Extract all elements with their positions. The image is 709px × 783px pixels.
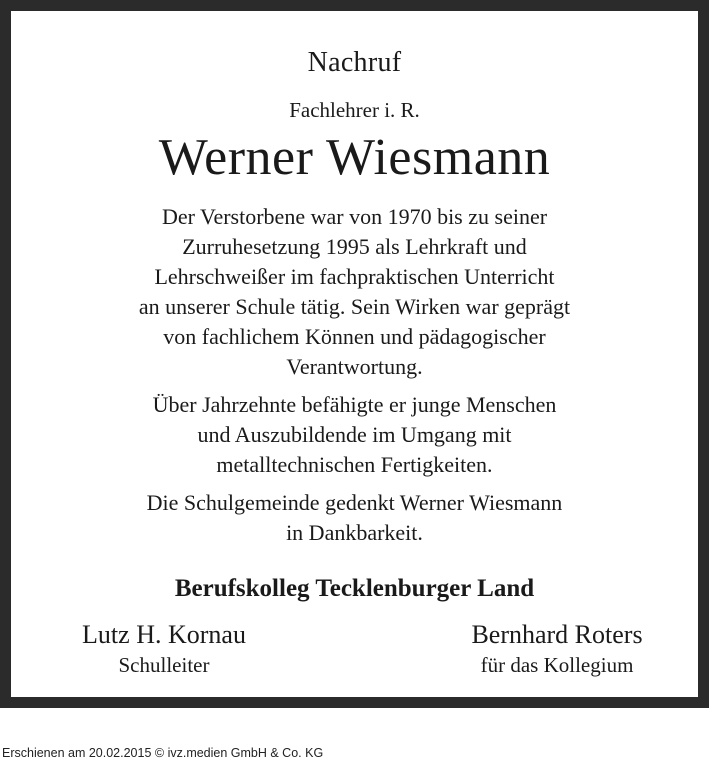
signatory-role: Schulleiter (118, 653, 210, 677)
text-line: von fachlichem Können und pädagogischer (163, 324, 546, 349)
organization-name: Berufskolleg Tecklenburger Land (174, 575, 535, 602)
deceased-title: Fachlehrer i. R. (289, 98, 420, 122)
text-line: an unserer Schule tätig. Sein Wirken war geprägt (138, 294, 571, 319)
text-line: Verantwortung. (286, 354, 423, 379)
text-line: Der Verstorbene war von 1970 bis zu seiner (161, 204, 548, 229)
notice-heading: Nachruf (307, 47, 402, 78)
text-line: Über Jahrzehnte befähigte er junge Menschen (152, 392, 557, 417)
paragraph-career (41, 202, 668, 382)
text-line: Die Schulgemeinde gedenkt Werner Wiesmann (146, 490, 563, 515)
paragraph-remembrance (41, 488, 668, 548)
text-line: und Auszubildende im Umgang mit (197, 422, 512, 447)
publication-footer: Erschienen am 20.02.2015 © ivz.medien GmbH & Co. KG (2, 746, 324, 760)
signatory-principal (59, 619, 269, 679)
text-line: Zurruhesetzung 1995 als Lehrkraft und (182, 234, 527, 259)
signatory-role: für das Kollegium (480, 653, 634, 677)
obituary-content (11, 11, 698, 697)
paragraph-teaching (41, 390, 668, 480)
signatory-name: Lutz H. Kornau (82, 620, 246, 649)
signatory-name: Bernhard Roters (471, 620, 643, 649)
signatory-staff (441, 619, 673, 679)
text-line: Lehrschweißer im fachpraktischen Unterricht (154, 264, 555, 289)
text-line: metalltechnischen Fertigkeiten. (216, 452, 493, 477)
deceased-name: Werner Wiesmann (158, 129, 551, 186)
text-line: in Dankbarkeit. (286, 520, 423, 545)
